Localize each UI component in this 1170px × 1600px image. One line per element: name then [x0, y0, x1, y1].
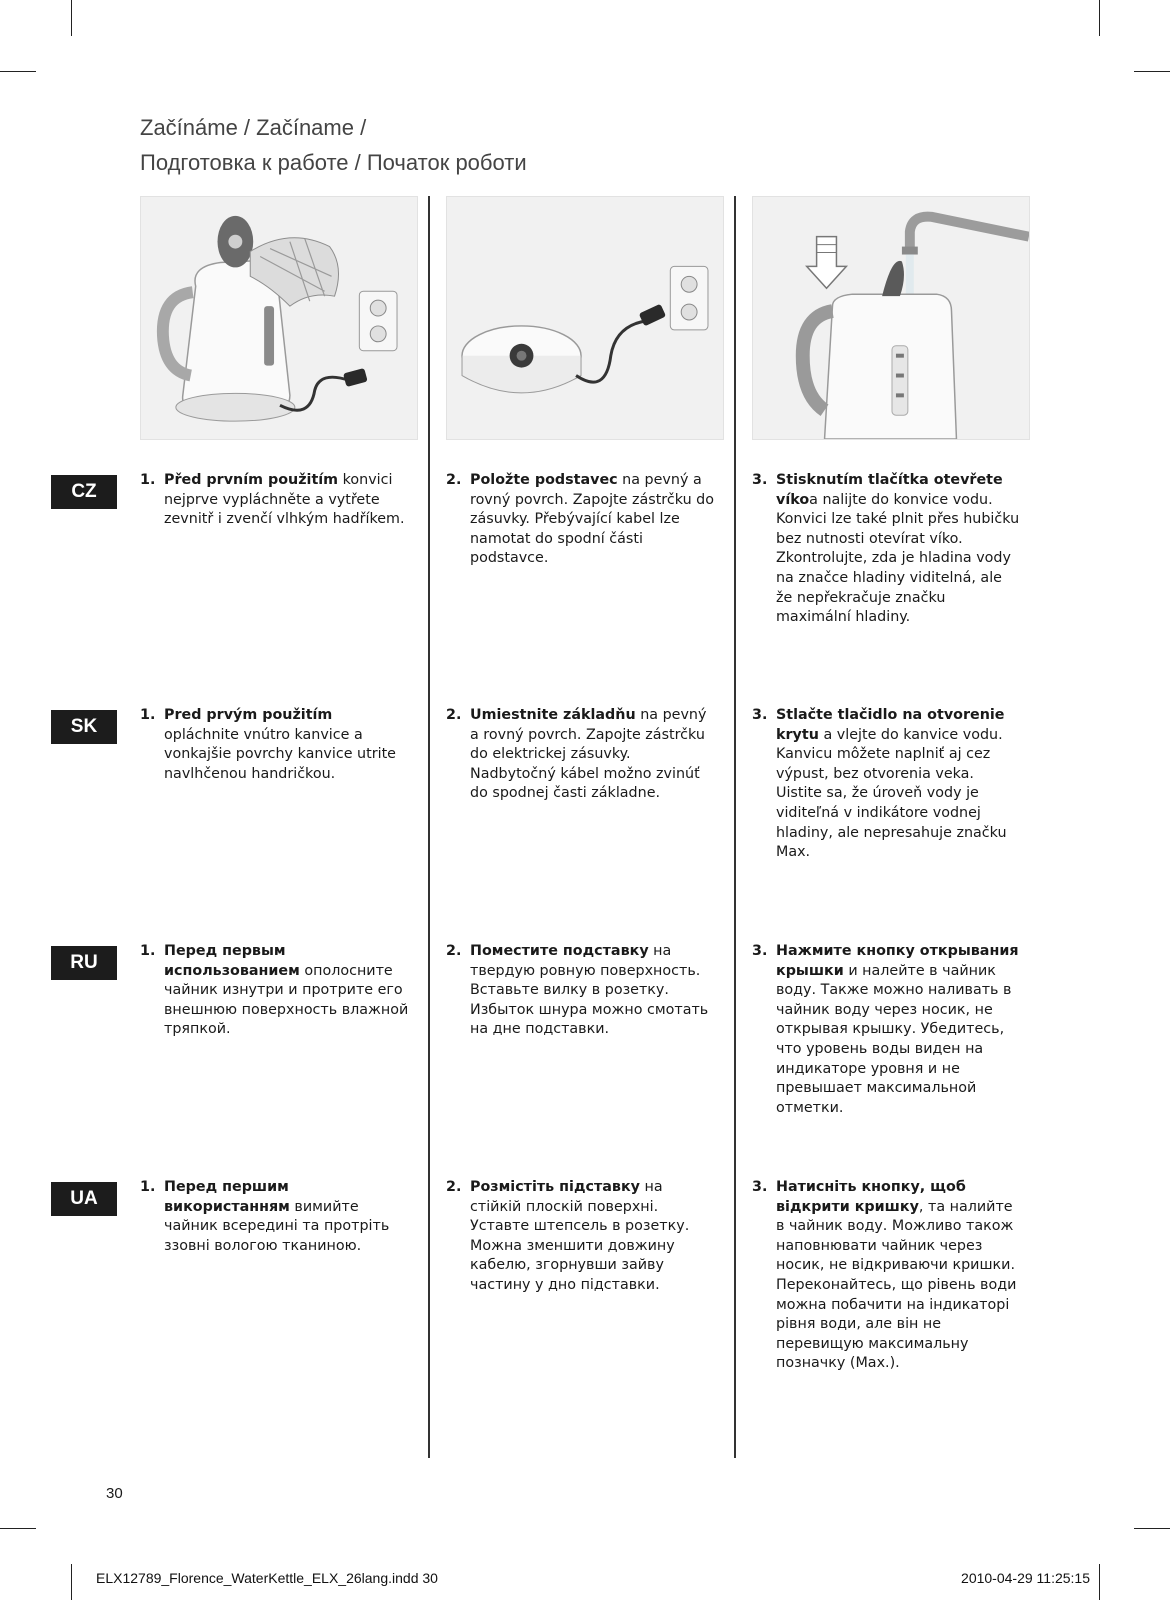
crop-mark: [0, 71, 36, 72]
step-text: opláchnite vnútro kanvice a vonkajšie povrchy kanvice utrite navlhčenou handričkou.: [164, 726, 396, 782]
language-tag-ru: RU: [51, 946, 117, 980]
page-subtitle: Подготовка к работе / Початок роботи: [140, 150, 527, 175]
language-tag-cz: CZ: [51, 475, 117, 509]
step-heading: Stisknutím tlačítka otevřete víko: [776, 472, 1003, 508]
step-text: ополосните чайник изнутри и протрите его внешнюю поверхность влажной тряпкой.: [164, 962, 409, 1038]
step-heading: Натисніть кнопку, щоб відкрити кришку: [776, 1179, 966, 1215]
step-3-cz: [752, 471, 1022, 628]
kettle-filling-icon: [753, 197, 1029, 439]
step-text: na pevný a rovný povrch. Zapojte zástrčku do zásuvky. Přebývající kabel lze namotat do spodní části podstavce.: [470, 472, 715, 567]
step-3-ru: [752, 942, 1022, 1118]
step-1-cz: [140, 471, 410, 530]
step-text: na pevný a rovný povrch. Zapojte zástrčku do elektrickej zásuvky. Nadbytočný kábel možno zvinúť do spodnej časti základne.: [470, 707, 707, 802]
step-number: 3.: [752, 707, 768, 723]
step-text: на твердую ровную поверхность. Вставьте вилку в розетку. Избыток шнура можно смотать на дне подставки.: [470, 943, 709, 1038]
step-number: 2.: [446, 707, 462, 723]
crop-mark: [0, 1528, 36, 1529]
step-text: , та налийте в чайник воду. Можливо також наповнювати чайник через носик, не відкриваючи кришки. Переконайтесь, що рівень води можна побачити на індикаторі рівня води, але він не перевищую максимальну позначку (Max.).: [776, 1198, 1017, 1372]
crop-mark: [1099, 0, 1100, 36]
step-2-ru: [446, 942, 716, 1040]
step-number: 2.: [446, 1179, 462, 1195]
illustration-fill-kettle: [752, 196, 1030, 440]
language-tag-ua: UA: [51, 1182, 117, 1216]
step-heading: Розмістіть підставку: [470, 1179, 640, 1195]
step-1-ua: [140, 1178, 410, 1256]
step-heading: Нажмите кнопку открывания крышки: [776, 943, 1019, 979]
column-divider: [734, 196, 736, 1458]
step-text: на стійкій плоскій поверхні. Уставте штепсель в розетку. Можна зменшити довжину кабелю, згорнувши зайву частину у дно підставки.: [470, 1179, 690, 1293]
footer-datetime: 2010-04-29 11:25:15: [961, 1570, 1090, 1586]
step-heading: Поместите подставку: [470, 943, 649, 959]
step-1-sk: [140, 706, 410, 784]
step-1-ru: [140, 942, 410, 1040]
step-3-sk: [752, 706, 1022, 863]
step-heading: Stlačte tlačidlo na otvorenie krytu: [776, 707, 1005, 743]
kettle-wiping-icon: [141, 197, 417, 439]
crop-mark: [1134, 71, 1170, 72]
page-title: Začínáme / Začíname /: [140, 115, 367, 140]
step-number: 1.: [140, 943, 156, 959]
step-number: 2.: [446, 943, 462, 959]
step-2-ua: [446, 1178, 716, 1296]
step-number: 3.: [752, 472, 768, 488]
step-number: 3.: [752, 1179, 768, 1195]
crop-mark: [1134, 1528, 1170, 1529]
step-text: a vlejte do kanvice vodu. Kanvicu môžete naplniť aj cez výpust, bez otvorenia veka. Uistite sa, že úroveň vody je viditeľná v indikátore vodnej hladiny, ale nepresahuje značku Max.: [776, 726, 1007, 861]
step-heading: Перед першим використанням: [164, 1179, 290, 1215]
footer-filename: ELX12789_Florence_WaterKettle_ELX_26lang.indd 30: [96, 1570, 438, 1586]
step-3-ua: [752, 1178, 1022, 1374]
step-number: 1.: [140, 707, 156, 723]
step-2-sk: [446, 706, 716, 804]
step-number: 2.: [446, 472, 462, 488]
step-text: a nalijte do konvice vodu. Konvici lze také plnit přes hubičku bez nutnosti otevírat víko. Zkontrolujte, zda je hladina vody na značce hladiny viditelná, ale že nepřekračuje značku maximální hladiny.: [776, 491, 1020, 626]
step-text: konvici nejprve vypláchněte a vytřete zevnitř i zvenčí vlhkým hadříkem.: [164, 472, 405, 528]
step-heading: Umiestnite základňu: [470, 707, 636, 723]
step-heading: Перед первым использованием: [164, 943, 300, 979]
step-heading: Před prvním použitím: [164, 472, 339, 488]
step-number: 1.: [140, 1179, 156, 1195]
crop-mark: [1099, 1564, 1100, 1600]
step-text: и налейте в чайник воду. Также можно наливать в чайник воду через носик, не открывая крышку. Убедитесь, что уровень воды виден на индикаторе уровня и не превышает максимальной отметки.: [776, 962, 1012, 1116]
page-number: 30: [106, 1485, 123, 1502]
crop-mark: [71, 0, 72, 36]
illustration-base-plug: [446, 196, 724, 440]
illustration-wipe-kettle: [140, 196, 418, 440]
step-2-cz: [446, 471, 716, 569]
column-divider: [428, 196, 430, 1458]
base-plug-icon: [447, 197, 723, 439]
step-text: вимийте чайник всередині та протріть ззовні вологою тканиною.: [164, 1198, 390, 1254]
step-number: 1.: [140, 472, 156, 488]
crop-mark: [71, 1564, 72, 1600]
step-heading: Položte podstavec: [470, 472, 618, 488]
step-number: 3.: [752, 943, 768, 959]
language-tag-sk: SK: [51, 710, 117, 744]
step-heading: Pred prvým použitím: [164, 707, 333, 723]
